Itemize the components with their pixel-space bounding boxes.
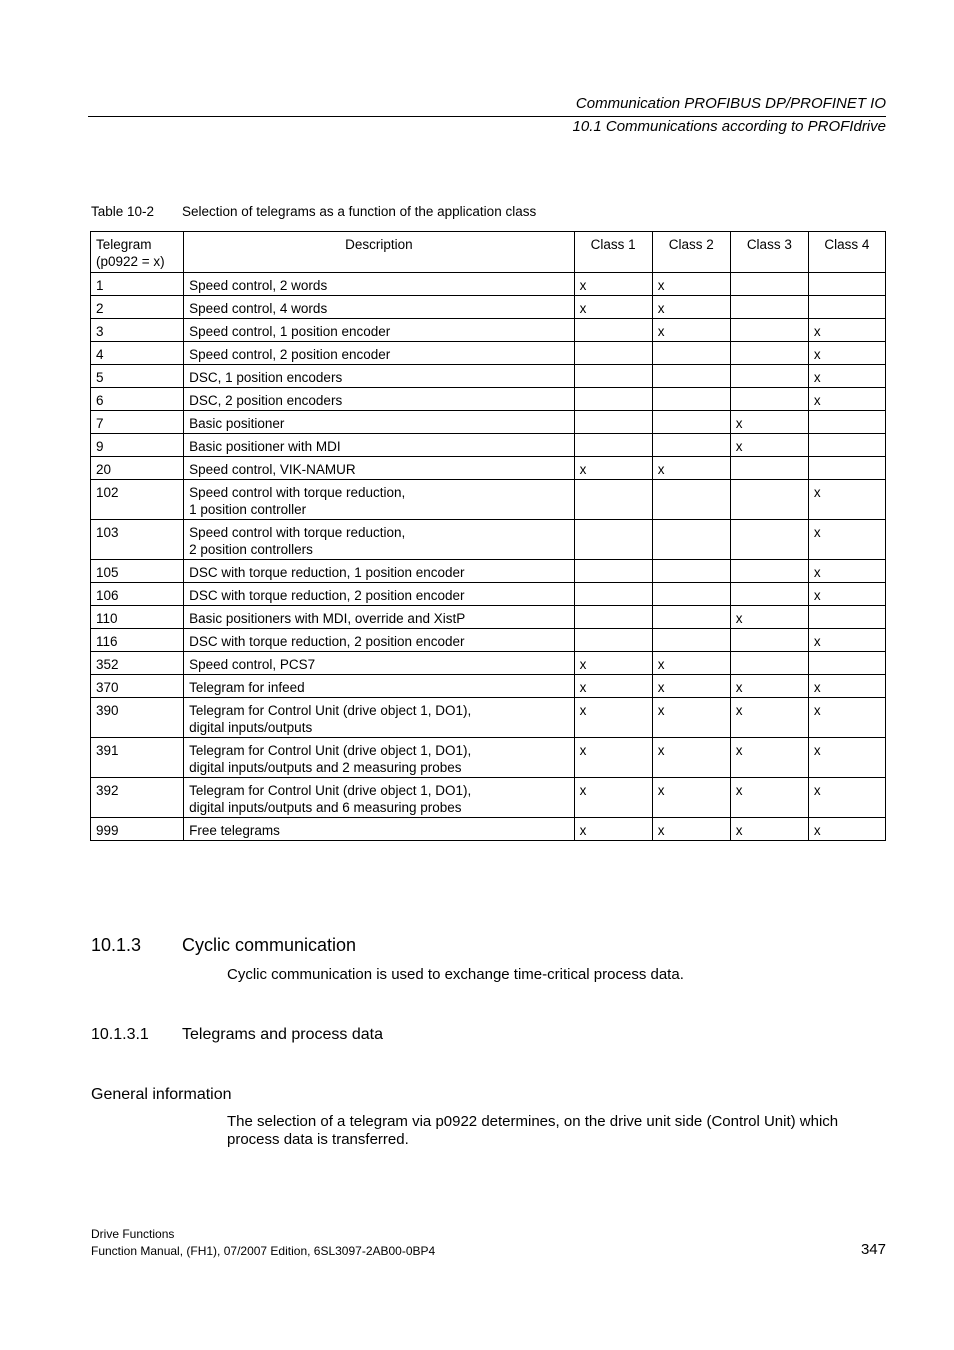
description-line1: Telegram for Control Unit (drive object 1, DO1), xyxy=(189,783,472,798)
cell-class2: x xyxy=(652,738,730,778)
description-line2: 1 position controller xyxy=(189,502,307,517)
section-title: Cyclic communication xyxy=(182,935,357,955)
cell-class4: x xyxy=(808,698,885,738)
subsection-title: Telegrams and process data xyxy=(182,1026,383,1043)
running-header-section: 10.1 Communications according to PROFIdrive xyxy=(572,118,886,135)
cell-telegram: 1 xyxy=(91,273,184,296)
cell-telegram: 352 xyxy=(91,652,184,675)
cell-class4 xyxy=(808,273,885,296)
cell-telegram: 4 xyxy=(91,342,184,365)
section-paragraph: Cyclic communication is used to exchange time-critical process data. xyxy=(227,966,684,983)
cell-class4 xyxy=(808,434,885,457)
cell-class1 xyxy=(574,319,652,342)
cell-class3: x xyxy=(730,778,808,818)
cell-description xyxy=(184,365,574,388)
cell-description xyxy=(184,818,574,841)
cell-telegram: 5 xyxy=(91,365,184,388)
cell-class2: x xyxy=(652,652,730,675)
table-row xyxy=(91,457,886,480)
table-body xyxy=(91,273,886,841)
cell-class1 xyxy=(574,411,652,434)
description-line1: Basic positioner xyxy=(189,416,285,431)
cell-class3 xyxy=(730,629,808,652)
table-row xyxy=(91,480,886,520)
cell-class1 xyxy=(574,606,652,629)
header-class3: Class 3 xyxy=(730,232,808,273)
cell-telegram: 6 xyxy=(91,388,184,411)
cell-class3 xyxy=(730,480,808,520)
cell-description xyxy=(184,778,574,818)
table-row xyxy=(91,652,886,675)
cell-description xyxy=(184,319,574,342)
table-row xyxy=(91,296,886,319)
cell-class1 xyxy=(574,560,652,583)
cell-description xyxy=(184,520,574,560)
table-header-row xyxy=(91,232,886,273)
table-caption-number: Table 10-2 xyxy=(91,204,155,219)
telegram-table xyxy=(90,231,886,841)
cell-class4 xyxy=(808,411,885,434)
cell-class2 xyxy=(652,520,730,560)
description-line1: Speed control with torque reduction, xyxy=(189,485,406,500)
cell-class2 xyxy=(652,388,730,411)
header-class2: Class 2 xyxy=(652,232,730,273)
cell-description xyxy=(184,296,574,319)
cell-class3 xyxy=(730,560,808,583)
cell-class2: x xyxy=(652,319,730,342)
cell-class3: x xyxy=(730,606,808,629)
cell-telegram: 390 xyxy=(91,698,184,738)
description-line1: DSC with torque reduction, 2 position encoder xyxy=(189,588,465,603)
description-line1: DSC, 1 position encoders xyxy=(189,370,343,385)
table-row xyxy=(91,698,886,738)
cell-class1 xyxy=(574,480,652,520)
cell-description xyxy=(184,273,574,296)
footer-edition: Function Manual, (FH1), 07/2007 Edition, 6SL3097-2AB00-0BP4 xyxy=(91,1244,436,1258)
cell-class1: x xyxy=(574,778,652,818)
table-row xyxy=(91,319,886,342)
table-caption xyxy=(91,203,536,220)
cell-class1: x xyxy=(574,296,652,319)
cell-class4: x xyxy=(808,388,885,411)
description-line1: Telegram for Control Unit (drive object 1, DO1), xyxy=(189,743,472,758)
cell-telegram: 105 xyxy=(91,560,184,583)
table-row xyxy=(91,675,886,698)
cell-class2: x xyxy=(652,296,730,319)
cell-description xyxy=(184,738,574,778)
cell-class4: x xyxy=(808,818,885,841)
cell-telegram: 3 xyxy=(91,319,184,342)
description-line2: digital inputs/outputs and 6 measuring probes xyxy=(189,800,462,815)
description-line1: DSC with torque reduction, 2 position encoder xyxy=(189,634,465,649)
description-line1: Speed control, 2 words xyxy=(189,278,328,293)
cell-class3 xyxy=(730,319,808,342)
cell-class2 xyxy=(652,480,730,520)
cell-class3 xyxy=(730,457,808,480)
cell-telegram: 7 xyxy=(91,411,184,434)
cell-description xyxy=(184,342,574,365)
description-line1: Speed control, 2 position encoder xyxy=(189,347,391,362)
table-row xyxy=(91,629,886,652)
description-line1: Telegram for infeed xyxy=(189,680,305,695)
cell-class4: x xyxy=(808,560,885,583)
cell-class2 xyxy=(652,342,730,365)
general-information-heading: General information xyxy=(91,1086,232,1103)
cell-class3 xyxy=(730,652,808,675)
cell-class4: x xyxy=(808,342,885,365)
cell-telegram: 116 xyxy=(91,629,184,652)
description-line1: Speed control, 1 position encoder xyxy=(189,324,391,339)
cell-class4: x xyxy=(808,480,885,520)
page-number: 347 xyxy=(860,1241,886,1258)
cell-class3 xyxy=(730,388,808,411)
description-line1: Speed control, PCS7 xyxy=(189,657,316,672)
cell-class2: x xyxy=(652,698,730,738)
cell-class3: x xyxy=(730,738,808,778)
cell-class3 xyxy=(730,296,808,319)
description-line2: 2 position controllers xyxy=(189,542,313,557)
cell-class1: x xyxy=(574,818,652,841)
header-rule xyxy=(88,116,886,117)
cell-class4 xyxy=(808,652,885,675)
cell-class3: x xyxy=(730,698,808,738)
cell-class3 xyxy=(730,273,808,296)
general-information-paragraph xyxy=(227,1113,887,1149)
cell-class1 xyxy=(574,520,652,560)
cell-description xyxy=(184,675,574,698)
cell-class1 xyxy=(574,629,652,652)
cell-class1: x xyxy=(574,273,652,296)
table-row xyxy=(91,273,886,296)
cell-telegram: 999 xyxy=(91,818,184,841)
cell-description xyxy=(184,388,574,411)
table-caption-text: Selection of telegrams as a function of the application class xyxy=(182,204,537,219)
cell-class2 xyxy=(652,365,730,388)
cell-class2: x xyxy=(652,818,730,841)
description-line1: DSC, 2 position encoders xyxy=(189,393,343,408)
cell-class1 xyxy=(574,365,652,388)
description-line1: Free telegrams xyxy=(189,823,280,838)
description-line1: Speed control, 4 words xyxy=(189,301,328,316)
general-text-line2: process data is transferred. xyxy=(227,1131,409,1148)
cell-class2: x xyxy=(652,273,730,296)
cell-class3: x xyxy=(730,411,808,434)
cell-class4: x xyxy=(808,520,885,560)
cell-class4: x xyxy=(808,629,885,652)
cell-class4 xyxy=(808,296,885,319)
description-line1: DSC with torque reduction, 1 position encoder xyxy=(189,565,465,580)
description-line1: Basic positioners with MDI, override and XistP xyxy=(189,611,466,626)
cell-telegram: 20 xyxy=(91,457,184,480)
cell-class4: x xyxy=(808,319,885,342)
table-row xyxy=(91,606,886,629)
cell-telegram: 370 xyxy=(91,675,184,698)
description-line1: Telegram for Control Unit (drive object 1, DO1), xyxy=(189,703,472,718)
table-row xyxy=(91,818,886,841)
description-line1: Speed control, VIK-NAMUR xyxy=(189,462,356,477)
cell-description xyxy=(184,411,574,434)
description-line1: Basic positioner with MDI xyxy=(189,439,341,454)
cell-description xyxy=(184,457,574,480)
table-row xyxy=(91,388,886,411)
cell-class1 xyxy=(574,388,652,411)
header-class1: Class 1 xyxy=(574,232,652,273)
cell-class1: x xyxy=(574,675,652,698)
description-line2: digital inputs/outputs and 2 measuring probes xyxy=(189,760,462,775)
cell-class3: x xyxy=(730,675,808,698)
cell-telegram: 110 xyxy=(91,606,184,629)
cell-description xyxy=(184,480,574,520)
cell-class1 xyxy=(574,342,652,365)
cell-description xyxy=(184,652,574,675)
cell-class2 xyxy=(652,606,730,629)
cell-class1: x xyxy=(574,652,652,675)
table-row xyxy=(91,583,886,606)
cell-telegram: 102 xyxy=(91,480,184,520)
running-header-chapter: Communication PROFIBUS DP/PROFINET IO xyxy=(575,95,886,112)
header-telegram-line1: Telegram xyxy=(96,237,152,252)
cell-class4: x xyxy=(808,778,885,818)
cell-class2 xyxy=(652,434,730,457)
cell-class2: x xyxy=(652,675,730,698)
cell-telegram: 392 xyxy=(91,778,184,818)
description-line2: digital inputs/outputs xyxy=(189,720,313,735)
table-row xyxy=(91,365,886,388)
cell-telegram: 391 xyxy=(91,738,184,778)
table-row xyxy=(91,560,886,583)
table-row xyxy=(91,342,886,365)
header-description: Description xyxy=(184,232,574,273)
cell-class3 xyxy=(730,520,808,560)
cell-description xyxy=(184,606,574,629)
cell-telegram: 2 xyxy=(91,296,184,319)
subsection-heading xyxy=(91,1025,383,1045)
table-row xyxy=(91,778,886,818)
cell-class4: x xyxy=(808,738,885,778)
cell-telegram: 103 xyxy=(91,520,184,560)
header-telegram-line2: (p0922 = x) xyxy=(96,254,165,269)
cell-class2: x xyxy=(652,457,730,480)
description-line1: Speed control with torque reduction, xyxy=(189,525,406,540)
cell-class3: x xyxy=(730,434,808,457)
cell-class1 xyxy=(574,583,652,606)
subsection-number: 10.1.3.1 xyxy=(91,1026,149,1043)
cell-class4: x xyxy=(808,583,885,606)
general-text-line1: The selection of a telegram via p0922 determines, on the drive unit side (Control Unit) which xyxy=(227,1113,839,1130)
cell-class2 xyxy=(652,560,730,583)
cell-class4: x xyxy=(808,365,885,388)
cell-telegram: 9 xyxy=(91,434,184,457)
cell-class2 xyxy=(652,411,730,434)
cell-class1: x xyxy=(574,698,652,738)
header-class4: Class 4 xyxy=(808,232,885,273)
cell-class3 xyxy=(730,583,808,606)
cell-class1 xyxy=(574,434,652,457)
cell-description xyxy=(184,629,574,652)
cell-class4 xyxy=(808,457,885,480)
cell-description xyxy=(184,560,574,583)
table-row xyxy=(91,434,886,457)
footer-doc-title: Drive Functions xyxy=(91,1227,175,1241)
cell-class3 xyxy=(730,365,808,388)
cell-class3 xyxy=(730,342,808,365)
cell-class1: x xyxy=(574,738,652,778)
table-row xyxy=(91,411,886,434)
cell-description xyxy=(184,583,574,606)
table-row xyxy=(91,520,886,560)
cell-class2 xyxy=(652,583,730,606)
cell-class4: x xyxy=(808,675,885,698)
header-telegram xyxy=(91,232,184,273)
cell-description xyxy=(184,698,574,738)
cell-class2: x xyxy=(652,778,730,818)
table-row xyxy=(91,738,886,778)
cell-class4 xyxy=(808,606,885,629)
section-heading xyxy=(91,934,356,956)
cell-description xyxy=(184,434,574,457)
cell-class2 xyxy=(652,629,730,652)
section-number: 10.1.3 xyxy=(91,935,142,955)
cell-class3: x xyxy=(730,818,808,841)
cell-telegram: 106 xyxy=(91,583,184,606)
cell-class1: x xyxy=(574,457,652,480)
